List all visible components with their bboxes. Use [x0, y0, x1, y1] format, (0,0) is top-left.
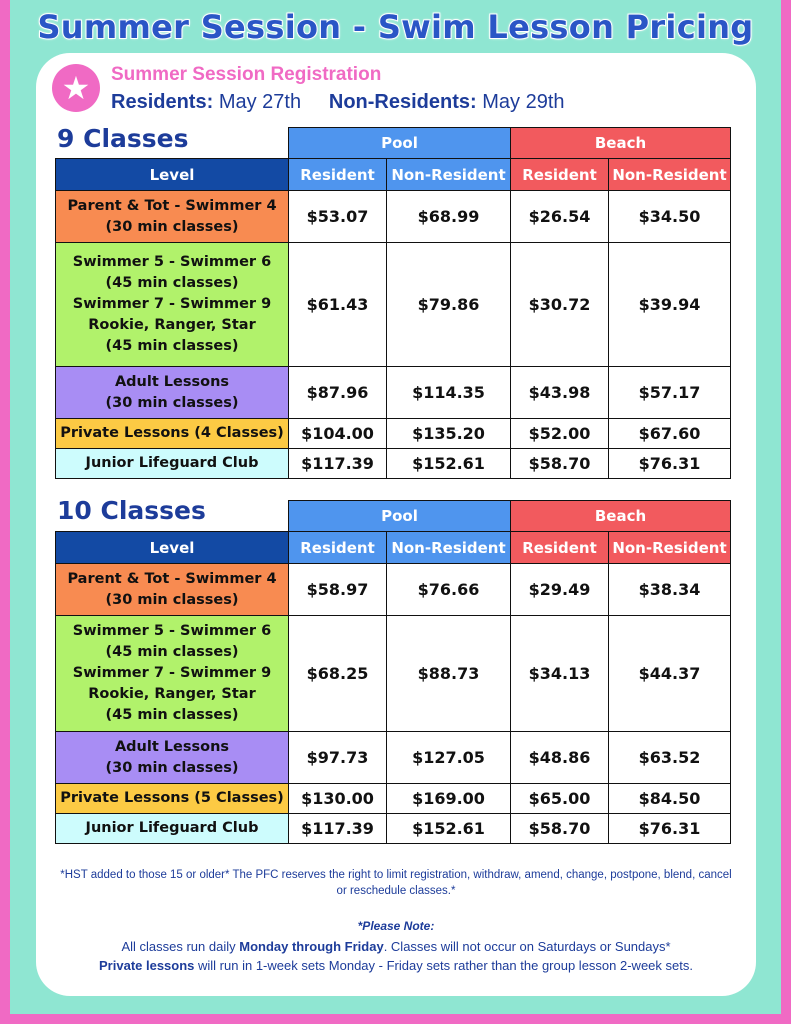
registration-heading: Summer Session Registration — [111, 64, 382, 85]
price-cell: $48.86 — [511, 732, 609, 784]
price-cell: $34.13 — [511, 616, 609, 732]
price-cell: $53.07 — [289, 191, 387, 243]
note-line2-text: will run in 1-week sets Monday - Friday sets rather than the group lesson 2-week sets. — [194, 958, 693, 973]
price-cell: $58.70 — [511, 814, 609, 844]
table-row — [56, 564, 731, 616]
table-row — [56, 419, 731, 449]
column-header: Resident — [511, 532, 609, 564]
level-line: Private Lessons (5 Classes) — [60, 790, 284, 806]
price-cell: $58.70 — [511, 449, 609, 479]
price-cell: $43.98 — [511, 367, 609, 419]
level-cell — [56, 367, 289, 419]
price-cell: $152.61 — [387, 449, 511, 479]
price-cell: $44.37 — [609, 616, 731, 732]
price-cell: $34.50 — [609, 191, 731, 243]
column-header-row — [56, 532, 731, 564]
price-cell: $127.05 — [387, 732, 511, 784]
table-row — [56, 784, 731, 814]
price-cell: $117.39 — [289, 814, 387, 844]
level-line: Parent & Tot - Swimmer 4 — [67, 197, 277, 214]
price-cell: $114.35 — [387, 367, 511, 419]
table-row — [56, 191, 731, 243]
table-row — [56, 616, 731, 732]
group-header-pool: Pool — [289, 128, 511, 159]
level-line: (45 min classes) — [105, 707, 239, 723]
note-line1-bold: Monday through Friday — [239, 939, 384, 954]
level-line: Junior Lifeguard Club — [85, 820, 259, 836]
price-cell: $135.20 — [387, 419, 511, 449]
price-cell: $79.86 — [387, 243, 511, 367]
price-cell: $65.00 — [511, 784, 609, 814]
pricing-table-10-classes — [55, 500, 731, 844]
table-row — [56, 449, 731, 479]
price-cell: $67.60 — [609, 419, 731, 449]
level-line: Rookie, Ranger, Star — [88, 686, 256, 702]
section-title-9-classes: 9 Classes — [57, 124, 189, 153]
level-cell — [56, 616, 289, 732]
price-cell: $152.61 — [387, 814, 511, 844]
level-line: Adult Lessons — [114, 738, 230, 755]
price-cell: $117.39 — [289, 449, 387, 479]
level-line: (30 min classes) — [105, 218, 239, 235]
note-line1-text: All classes run daily — [121, 939, 240, 954]
table-row — [56, 814, 731, 844]
group-header-beach: Beach — [511, 501, 731, 532]
disclaimer-note: *HST added to those 15 or older* The PFC reserves the right to limit registration, withdraw, amend, change, postpone, blend, cancel or reschedule classes.* — [60, 869, 732, 897]
price-cell: $29.49 — [511, 564, 609, 616]
note-line2-bold: Private lessons — [99, 958, 195, 973]
price-cell: $39.94 — [609, 243, 731, 367]
price-cell: $58.97 — [289, 564, 387, 616]
header-spacer — [56, 501, 289, 532]
group-header-beach: Beach — [511, 128, 731, 159]
price-cell: $76.31 — [609, 449, 731, 479]
column-header: Resident — [289, 159, 387, 191]
column-header: Non-Resident — [609, 532, 731, 564]
table-row — [56, 732, 731, 784]
pricing-table-9-classes — [55, 127, 731, 479]
column-header: Non-Resident — [387, 532, 511, 564]
level-line: (45 min classes) — [105, 338, 239, 354]
residents-date: May 27th — [218, 91, 302, 113]
price-cell: $169.00 — [387, 784, 511, 814]
level-line: Adult Lessons — [114, 373, 230, 390]
level-line: (30 min classes) — [105, 394, 239, 411]
level-line: (30 min classes) — [105, 591, 239, 608]
price-cell: $88.73 — [387, 616, 511, 732]
level-cell — [56, 449, 289, 479]
price-cell: $61.43 — [289, 243, 387, 367]
column-header: Resident — [511, 159, 609, 191]
price-cell: $76.66 — [387, 564, 511, 616]
column-header: Level — [56, 532, 289, 564]
price-cell: $68.25 — [289, 616, 387, 732]
price-cell: $38.34 — [609, 564, 731, 616]
table-row — [56, 243, 731, 367]
price-cell: $63.52 — [609, 732, 731, 784]
level-cell — [56, 732, 289, 784]
level-line: Swimmer 7 - Swimmer 9 — [72, 296, 272, 312]
price-cell: $97.73 — [289, 732, 387, 784]
level-line: Parent & Tot - Swimmer 4 — [67, 570, 277, 587]
level-cell — [56, 784, 289, 814]
level-cell — [56, 243, 289, 367]
level-line: (45 min classes) — [105, 275, 239, 291]
nonresidents-label: Non-Residents: — [328, 91, 477, 113]
column-header: Resident — [289, 532, 387, 564]
column-header: Level — [56, 159, 289, 191]
price-cell: $57.17 — [609, 367, 731, 419]
level-line: (45 min classes) — [105, 644, 239, 660]
nonresidents-date: May 29th — [482, 91, 565, 113]
price-cell: $68.99 — [387, 191, 511, 243]
residents-label: Residents: — [111, 91, 214, 113]
column-header: Non-Resident — [609, 159, 731, 191]
price-cell: $130.00 — [289, 784, 387, 814]
price-cell: $104.00 — [289, 419, 387, 449]
star-icon: ★ — [52, 64, 100, 112]
column-header-row — [56, 159, 731, 191]
section-title-10-classes: 10 Classes — [57, 496, 206, 525]
level-cell — [56, 191, 289, 243]
level-line: Swimmer 7 - Swimmer 9 — [72, 665, 272, 681]
registration-dates — [111, 91, 565, 114]
group-header-row — [56, 501, 731, 532]
schedule-notes — [60, 937, 732, 975]
level-line: Rookie, Ranger, Star — [88, 317, 256, 333]
level-line: Private Lessons (4 Classes) — [60, 425, 284, 441]
note-line1-end: . Classes will not occur on Saturdays or Sundays* — [383, 939, 671, 954]
level-line: Swimmer 5 - Swimmer 6 — [72, 623, 272, 639]
price-cell: $87.96 — [289, 367, 387, 419]
level-line: (30 min classes) — [105, 759, 239, 776]
level-line: Junior Lifeguard Club — [85, 455, 259, 471]
price-cell: $30.72 — [511, 243, 609, 367]
please-note-heading: *Please Note: — [357, 919, 435, 933]
level-line: Swimmer 5 - Swimmer 6 — [72, 254, 272, 270]
header-spacer — [56, 128, 289, 159]
column-header: Non-Resident — [387, 159, 511, 191]
group-header-pool: Pool — [289, 501, 511, 532]
level-cell — [56, 419, 289, 449]
price-cell: $76.31 — [609, 814, 731, 844]
table-row — [56, 367, 731, 419]
page-title: Summer Session - Swim Lesson Pricing — [37, 8, 754, 46]
price-cell: $26.54 — [511, 191, 609, 243]
group-header-row — [56, 128, 731, 159]
level-cell — [56, 814, 289, 844]
price-cell: $52.00 — [511, 419, 609, 449]
level-cell — [56, 564, 289, 616]
price-cell: $84.50 — [609, 784, 731, 814]
